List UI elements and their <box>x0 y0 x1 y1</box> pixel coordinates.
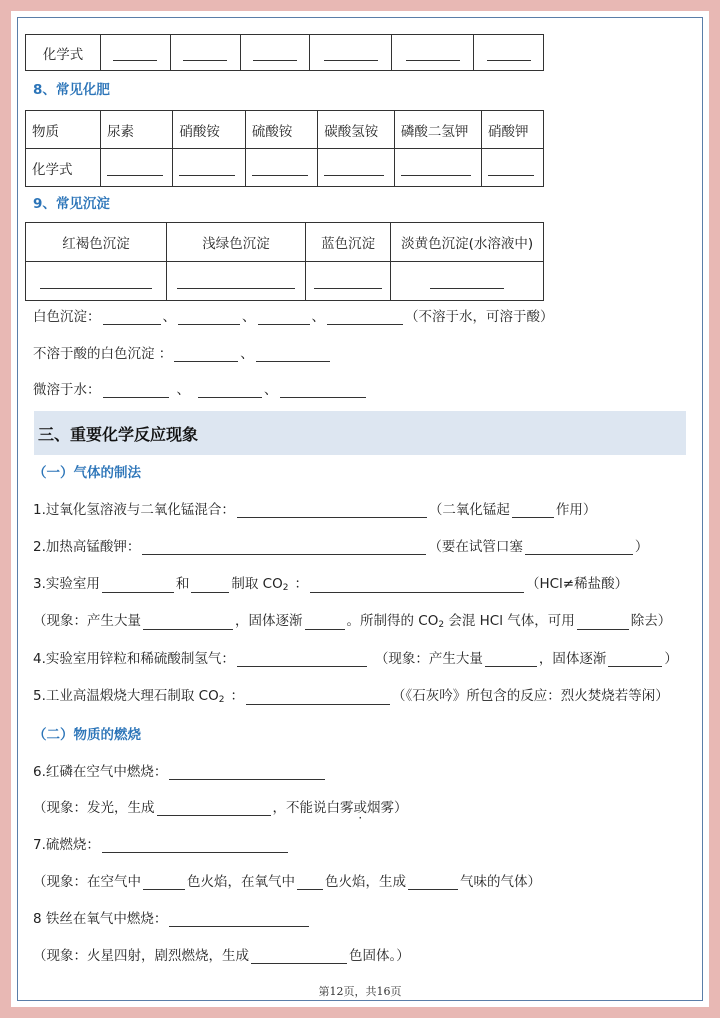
question-text: 色火焰，生成 <box>325 874 406 890</box>
subscript: 2 <box>438 620 445 630</box>
table-cell: 红褐色沉淀 <box>26 223 167 262</box>
separator: 、 <box>311 309 325 325</box>
answer-blank[interactable] <box>143 874 185 890</box>
subscript: 2 <box>282 583 289 593</box>
table-cell: 硫酸铵 <box>245 111 317 149</box>
section9-heading: 9、常见沉淀 <box>33 196 110 212</box>
formula-blank[interactable] <box>101 35 171 71</box>
formula-blank[interactable] <box>170 35 240 71</box>
answer-blank[interactable] <box>297 874 323 890</box>
table-cell: 化学式 <box>26 149 101 187</box>
answer-blank[interactable] <box>198 382 262 398</box>
question-text: （要在试管口塞 <box>428 539 523 555</box>
white-precipitate-line <box>33 305 554 325</box>
separator: 、 <box>176 382 190 398</box>
answer-blank[interactable] <box>103 309 161 325</box>
precipitate-blank[interactable] <box>26 262 167 301</box>
question-2 <box>33 535 648 555</box>
question-text: ） <box>664 651 678 667</box>
part3-banner <box>34 411 686 455</box>
fertilizer-table <box>25 110 544 187</box>
answer-blank[interactable] <box>143 614 233 630</box>
answer-blank[interactable] <box>157 800 271 816</box>
formula-blank[interactable] <box>318 149 395 187</box>
question-text: 作用） <box>555 502 597 518</box>
line-label: 白色沉淀： <box>33 309 101 325</box>
question-text: 色火焰，在氧气中 <box>187 874 295 890</box>
answer-blank[interactable] <box>310 577 524 593</box>
table-cell: 硝酸铵 <box>173 111 245 149</box>
acid-insoluble-line <box>33 342 332 362</box>
answer-blank[interactable] <box>256 346 330 362</box>
question-text: 色固体。） <box>349 948 410 964</box>
formula-blank[interactable] <box>474 35 544 71</box>
sub1-heading: （一）气体的制法 <box>33 465 141 481</box>
separator: 、 <box>162 309 176 325</box>
table-cell: 磷酸二氢钾 <box>394 111 481 149</box>
line-note: （不溶于水，可溶于酸） <box>405 309 554 325</box>
table-cell: 淡黄色沉淀(水溶液中) <box>391 223 544 262</box>
answer-blank[interactable] <box>169 764 325 780</box>
answer-blank[interactable] <box>174 346 238 362</box>
formula-blank[interactable] <box>392 35 474 71</box>
precipitate-blank[interactable] <box>167 262 306 301</box>
formula-blank[interactable] <box>101 149 173 187</box>
line-label: 不溶于酸的白色沉淀 ： <box>33 346 173 362</box>
question-8-phenomenon <box>33 944 410 964</box>
question-3-phenomenon <box>33 609 671 630</box>
answer-blank[interactable] <box>246 689 390 705</box>
question-text: 3.实验室用 <box>33 576 100 592</box>
sub2-heading: （二）物质的燃烧 <box>33 727 141 743</box>
answer-blank[interactable] <box>142 539 426 555</box>
question-text: （二氧化锰起 <box>428 502 510 518</box>
question-text: 。所制得的 CO <box>346 613 439 629</box>
question-text: 6.红磷在空气中燃烧： <box>33 764 168 780</box>
precipitate-table <box>25 222 544 301</box>
answer-blank[interactable] <box>237 651 367 667</box>
formula-blank[interactable] <box>173 149 245 187</box>
emphasis-text: 白雾或烟雾 · <box>327 800 395 816</box>
question-text: （现象：在空气中 <box>33 874 141 890</box>
question-4 <box>33 647 678 667</box>
question-7-phenomenon <box>33 870 541 890</box>
answer-blank[interactable] <box>169 911 309 927</box>
formula-blank[interactable] <box>482 149 544 187</box>
question-text: ： <box>230 688 244 704</box>
answer-blank[interactable] <box>485 651 537 667</box>
question-text: （现象：火星四射，剧烈燃烧，生成 <box>33 948 249 964</box>
answer-blank[interactable] <box>191 577 229 593</box>
subscript: 2 <box>218 695 225 705</box>
question-5 <box>33 684 669 705</box>
table-cell: 蓝色沉淀 <box>306 223 391 262</box>
precipitate-blank[interactable] <box>391 262 544 301</box>
answer-blank[interactable] <box>525 539 633 555</box>
page-footer: 第12页，共16页 <box>318 985 402 998</box>
part3-title: 三、重要化学反应现象 <box>38 425 199 444</box>
question-text: ： <box>294 576 308 592</box>
line-label: 微溶于水： <box>33 382 101 398</box>
answer-blank[interactable] <box>305 614 345 630</box>
question-text: （《石灰吟》所包含的反应：烈火焚烧若等闲） <box>391 688 669 704</box>
question-7 <box>33 833 290 853</box>
answer-blank[interactable] <box>327 309 403 325</box>
question-text: ，不能说 <box>272 800 327 816</box>
answer-blank[interactable] <box>103 382 169 398</box>
section8-heading: 8、常见化肥 <box>33 82 110 98</box>
answer-blank[interactable] <box>512 502 554 518</box>
question-text: （现象：产生大量 <box>374 651 483 667</box>
question-text: 1.过氧化氢溶液与二氧化锰混合： <box>33 502 235 518</box>
answer-blank[interactable] <box>237 502 427 518</box>
answer-blank[interactable] <box>408 874 458 890</box>
answer-blank[interactable] <box>258 309 310 325</box>
question-6 <box>33 760 327 780</box>
table-cell: 碳酸氢铵 <box>318 111 395 149</box>
separator: 、 <box>264 382 278 398</box>
answer-blank[interactable] <box>178 309 240 325</box>
table-cell: 硝酸钾 <box>482 111 544 149</box>
answer-blank[interactable] <box>280 382 366 398</box>
precipitate-blank[interactable] <box>306 262 391 301</box>
question-text: 8 铁丝在氧气中燃烧： <box>33 911 168 927</box>
formula-blank[interactable] <box>240 35 310 71</box>
question-text: （HCl≠稀盐酸） <box>525 576 629 592</box>
question-text: 气味的气体） <box>460 874 541 890</box>
answer-blank[interactable] <box>102 837 288 853</box>
question-text: ） <box>394 800 408 816</box>
question-text: 制取 CO <box>231 576 283 592</box>
answer-blank[interactable] <box>102 577 174 593</box>
question-text: 2.加热高锰酸钾： <box>33 539 141 555</box>
question-6-phenomenon <box>33 796 408 816</box>
table-cell: 尿素 <box>101 111 173 149</box>
separator: 、 <box>240 346 254 362</box>
question-1 <box>33 498 596 518</box>
question-text: 7.硫燃烧： <box>33 837 100 853</box>
table-cell: 物质 <box>26 111 101 149</box>
separator: 、 <box>242 309 256 325</box>
question-text: 5.工业高温煅烧大理石制取 CO <box>33 688 219 704</box>
question-8 <box>33 907 311 927</box>
slightly-soluble-line <box>33 378 368 398</box>
formula-label: 化学式 <box>26 35 101 71</box>
question-text: ） <box>634 539 649 555</box>
question-text: ，固体逐渐 <box>235 613 303 629</box>
question-text: 会混 HCl 气体，可用 <box>444 613 575 629</box>
formula-blank[interactable] <box>394 149 481 187</box>
formula-blank[interactable] <box>245 149 317 187</box>
question-3 <box>33 572 628 593</box>
formula-table-top <box>25 34 544 71</box>
page <box>11 11 709 1007</box>
question-text: （现象：产生大量 <box>33 613 141 629</box>
question-text: ，固体逐渐 <box>538 651 607 667</box>
answer-blank[interactable] <box>577 614 629 630</box>
question-text: 除去） <box>630 613 672 629</box>
question-text: 和 <box>175 576 190 592</box>
question-text: 4.实验室用锌粒和稀硫酸制氢气： <box>33 651 235 667</box>
question-text: （现象：发光，生成 <box>33 800 155 816</box>
answer-blank[interactable] <box>608 651 662 667</box>
answer-blank[interactable] <box>251 948 347 964</box>
table-cell: 浅绿色沉淀 <box>167 223 306 262</box>
formula-blank[interactable] <box>310 35 392 71</box>
